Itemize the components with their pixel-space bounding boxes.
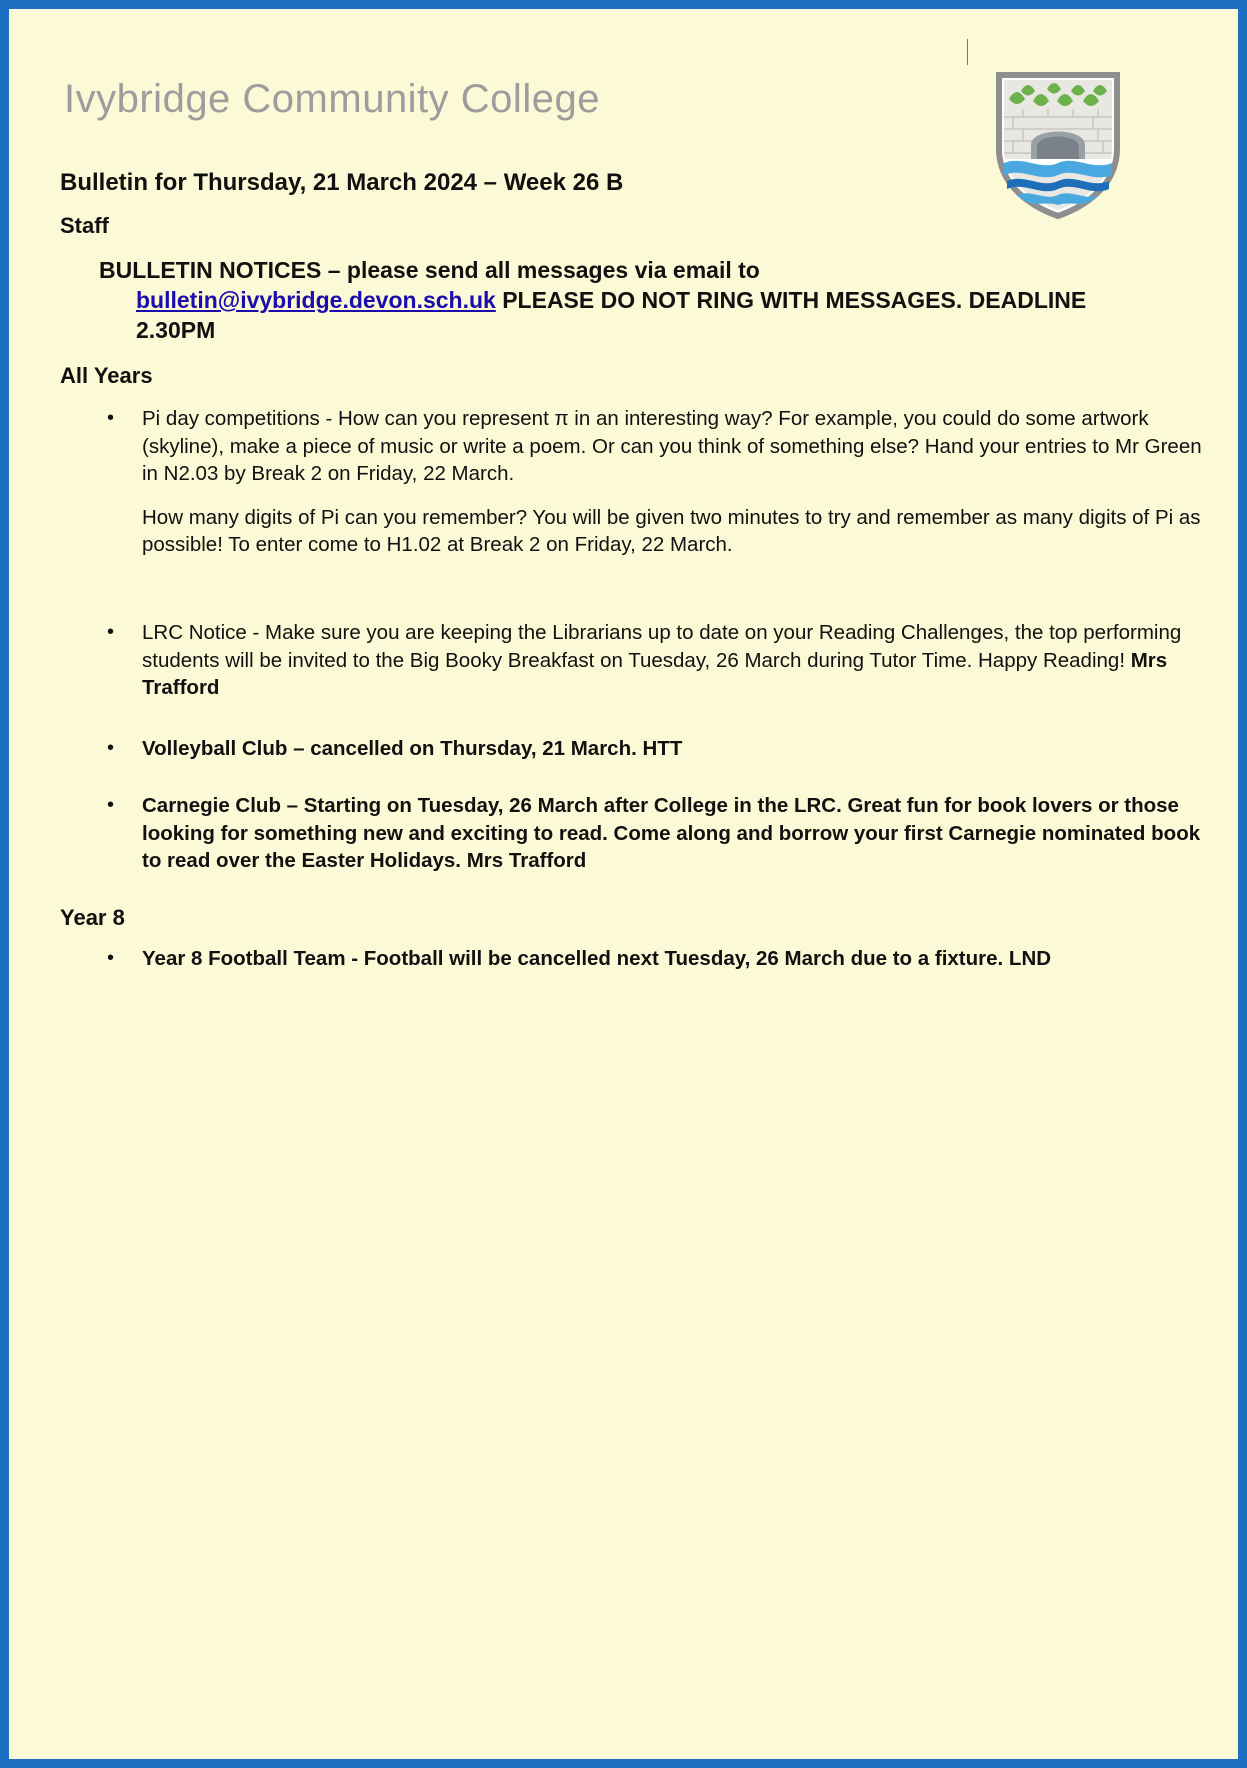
- section-heading-year-8: Year 8: [60, 905, 125, 930]
- list-item-pi-day: [99, 405, 1214, 559]
- list-item-year8-football: [99, 945, 1214, 973]
- section-heading-staff: Staff: [60, 213, 109, 238]
- notice-prefix: BULLETIN NOTICES – please send all messages via email to: [99, 257, 760, 283]
- notice-email-line: [99, 285, 1159, 345]
- lrc-notice-text: [142, 619, 1214, 702]
- bulletin-title: Bulletin for Thursday, 21 March 2024 – Week 26 B: [60, 169, 624, 196]
- bullet-icon: •: [107, 794, 115, 816]
- list-item-carnegie-club: [99, 792, 1214, 875]
- bulletin-notices-instruction: [99, 255, 1159, 345]
- bullet-icon: •: [107, 737, 115, 759]
- bullet-icon: •: [107, 947, 115, 969]
- pi-day-paragraph-1: Pi day competitions - How can you represent π in an interesting way? For example, you could do some artwork (skyline), make a piece of music or write a poem. Or can you think of something else? Hand your entries to Mr Green in N2.03 by Break 2 on Friday, 22 March.: [142, 407, 1202, 485]
- section-heading-all-years: All Years: [60, 363, 153, 388]
- year8-football-text: Year 8 Football Team - Football will be cancelled next Tuesday, 26 March due to a fixture. LND: [142, 947, 1052, 970]
- pi-day-paragraph-2: How many digits of Pi can you remember? You will be given two minutes to try and remember as many digits of Pi as possible! To enter come to H1.02 at Break 2 on Friday, 22 March.: [142, 505, 1201, 556]
- bulletin-email-link[interactable]: bulletin@ivybridge.devon.sch.uk: [136, 287, 496, 313]
- list-item-volleyball: [99, 735, 1214, 763]
- list-item-lrc-notice: [99, 619, 1214, 702]
- bullet-icon: •: [107, 407, 115, 429]
- text-cursor: [967, 39, 968, 65]
- bullet-icon: •: [107, 621, 115, 643]
- volleyball-text: Volleyball Club – cancelled on Thursday, 21 March. HTT: [142, 737, 683, 760]
- college-crest-icon: [993, 71, 1123, 219]
- college-name: Ivybridge Community College: [64, 77, 600, 121]
- lrc-notice-signoff: Mrs Trafford: [142, 648, 1168, 699]
- lrc-notice-body: LRC Notice - Make sure you are keeping the Librarians up to date on your Reading Challenges, the top performing students will be invited to the Big Booky Breakfast on Tuesday, 26 March during Tutor Time. Happy Reading!: [142, 621, 1182, 672]
- notice-suffix: PLEASE DO NOT RING WITH MESSAGES. DEADLINE 2.30PM: [136, 287, 1087, 343]
- carnegie-club-text: Carnegie Club – Starting on Tuesday, 26 March after College in the LRC. Great fun for book lovers or those looking for something new and exciting to read. Come along and borrow your first Carnegie nominated book to read over the Easter Holidays. Mrs Trafford: [142, 794, 1201, 872]
